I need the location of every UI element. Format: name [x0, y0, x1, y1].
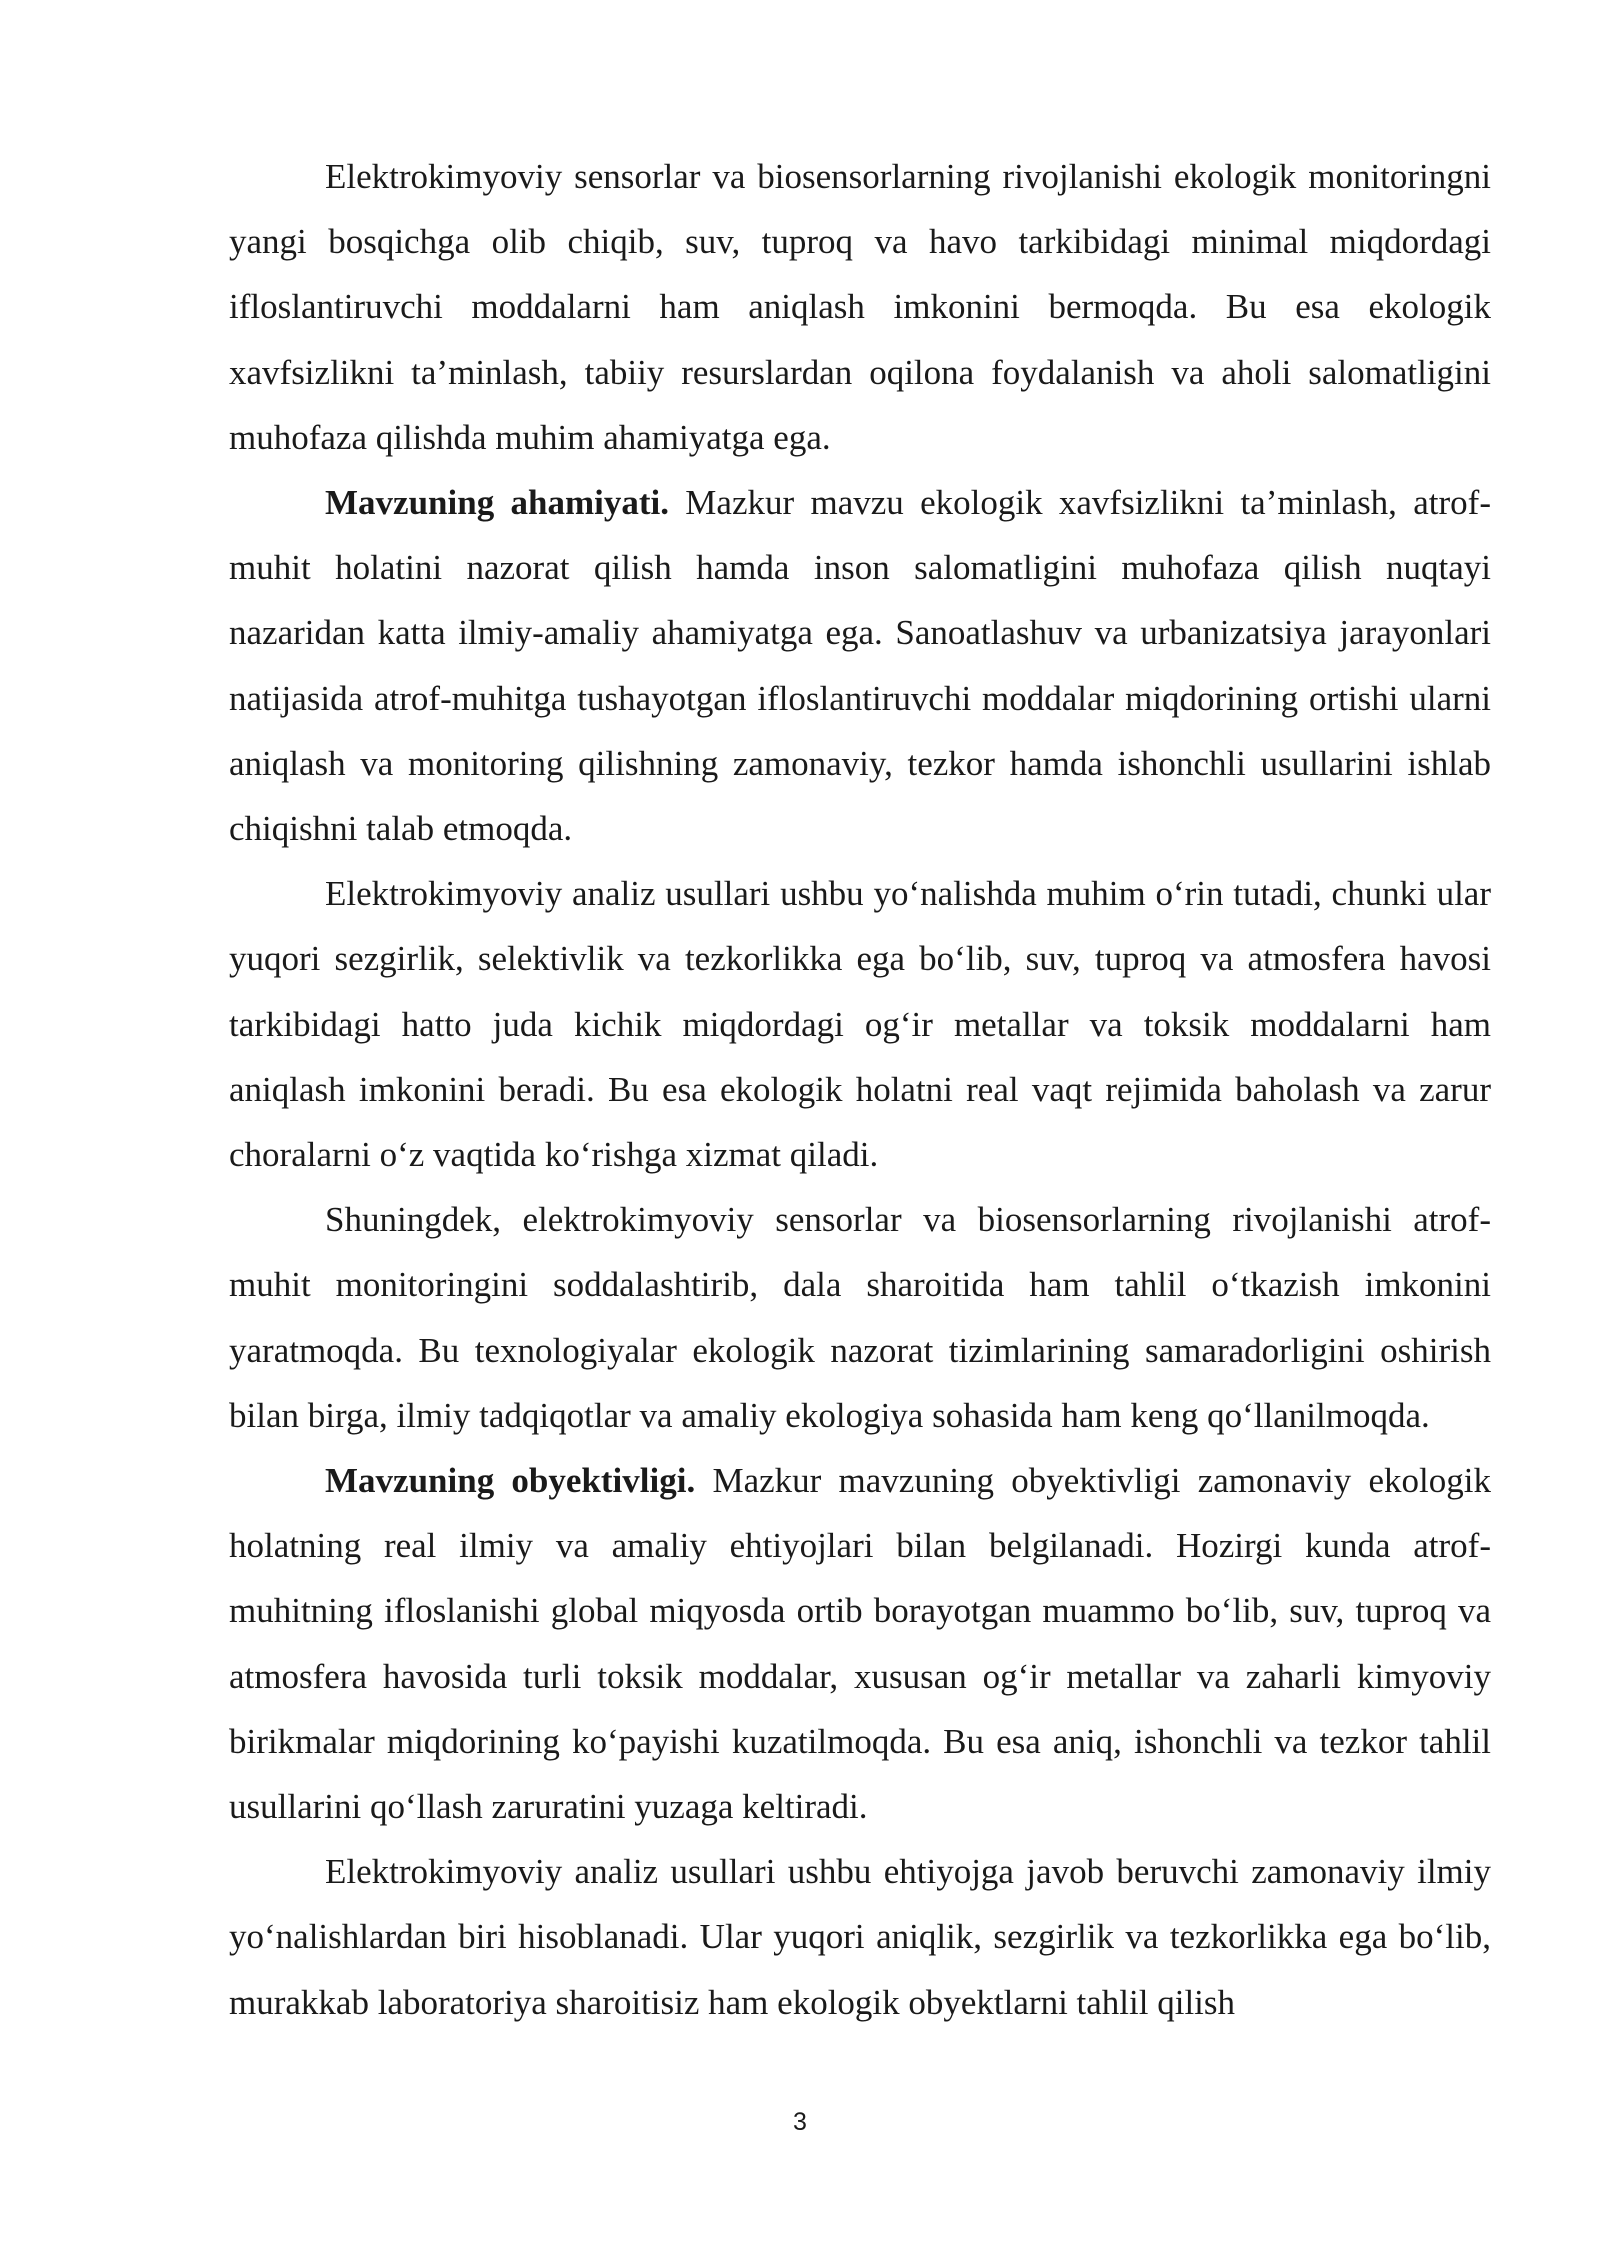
paragraph-4-text: Shuningdek, elektrokimyoviy sensorlar va biosensorlarning rivojlanishi atrof-muhit monitoringini soddalashtirib, dala sharoitida ham tahlil o‘tkazish imkonini yaratmoqda. Bu texnologiyalar ekologik nazorat tizimlarining samaradorligini oshirish bilan birga, ilmiy tadqiqotlar va amaliy ekologiya sohasida ham keng qo‘llanilmoqda.	[229, 1200, 1491, 1435]
paragraph-1-text: Elektrokimyoviy sensorlar va biosensorlarning rivojlanishi ekologik monitoringni yangi bosqichga olib chiqib, suv, tuproq va havo tarkibidagi minimal miqdordagi ifloslantiruvchi moddalarni ham aniqlash imkonini bermoqda. Bu esa ekologik xavfsizlikni ta’minlash, tabiiy resurslardan oqilona foydalanish va aholi salomatligini muhofaza qilishda muhim ahamiyatga ega.	[229, 157, 1491, 457]
paragraph-2-text: Mazkur mavzu ekologik xavfsizlikni ta’minlash, atrof-muhit holatini nazorat qilish hamda inson salomatligini muhofaza qilish nuqtayi nazaridan katta ilmiy-amaliy ahamiyatga ega. Sanoatlashuv va urbanizatsiya jarayonlari natijasida atrof-muhitga tushayotgan ifloslantiruvchi moddalar miqdorining ortishi ularni aniqlash va monitoring qilishning zamonaviy, tezkor hamda ishonchli usullarini ishlab chiqishni talab etmoqda.	[229, 483, 1491, 849]
paragraph-1	[229, 144, 1491, 470]
paragraph-5	[229, 1448, 1491, 1839]
paragraph-4	[229, 1187, 1491, 1448]
section-heading-ahamiyati: Mavzuning ahamiyati.	[325, 483, 669, 523]
page-number: 3	[793, 2108, 807, 2136]
body-text	[229, 144, 1491, 2035]
section-heading-obyektivligi: Mavzuning obyektivligi.	[325, 1461, 696, 1501]
paragraph-3-text: Elektrokimyoviy analiz usullari ushbu yo‘nalishda muhim o‘rin tutadi, chunki ular yuqori sezgirlik, selektivlik va tezkorlikka ega bo‘lib, suv, tuproq va atmosfera havosi tarkibidagi hatto juda kichik miqdordagi og‘ir metallar va toksik moddalarni ham aniqlash imkonini beradi. Bu esa ekologik holatni real vaqt rejimida baholash va zarur choralarni o‘z vaqtida ko‘rishga xizmat qiladi.	[229, 874, 1491, 1175]
paragraph-6-text: Elektrokimyoviy analiz usullari ushbu ehtiyojga javob beruvchi zamonaviy ilmiy yo‘nalishlardan biri hisoblanadi. Ular yuqori aniqlik, sezgirlik va tezkorlikka ega bo‘lib, murakkab laboratoriya sharoitisiz ham ekologik obyektlarni tahlil qilish	[229, 1852, 1491, 2022]
paragraph-2	[229, 470, 1491, 861]
paragraph-6	[229, 1839, 1491, 2035]
paragraph-3	[229, 861, 1491, 1187]
paragraph-5-text: Mazkur mavzuning obyektivligi zamonaviy ekologik holatning real ilmiy va amaliy ehtiyojlari bilan belgilanadi. Hozirgi kunda atrof-muhitning ifloslanishi global miqyosda ortib borayotgan muammo bo‘lib, suv, tuproq va atmosfera havosida turli toksik moddalar, xususan og‘ir metallar va zaharli kimyoviy birikmalar miqdorining ko‘payishi kuzatilmoqda. Bu esa aniq, ishonchli va tezkor tahlil usullarini qo‘llash zaruratini yuzaga keltiradi.	[229, 1461, 1491, 1827]
